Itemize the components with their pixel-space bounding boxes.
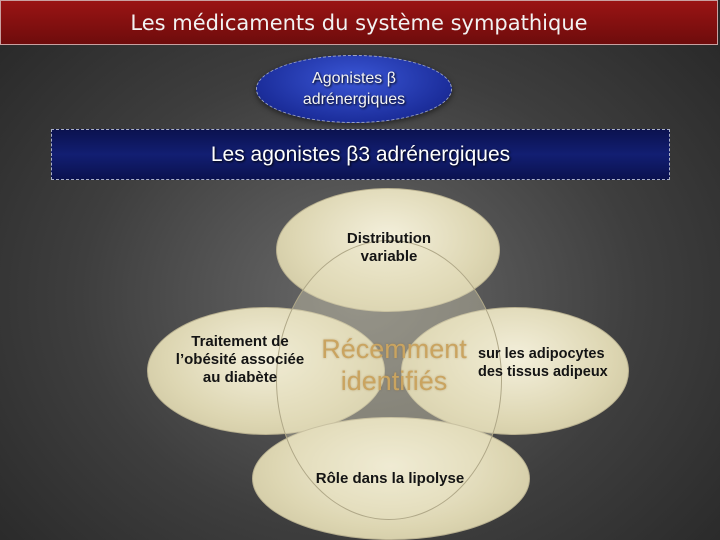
center-word-1: Récemment	[321, 334, 467, 364]
adipocytes-label	[478, 345, 634, 381]
distribution-line-2: variable	[360, 248, 418, 265]
adipocytes-line-1: sur les adipocytes	[478, 346, 605, 362]
treatment-line-1: Traitement de	[191, 333, 289, 350]
category-pill-label	[274, 68, 434, 110]
slide-title: Les médicaments du système sympathique	[130, 10, 588, 35]
adipocytes-line-2: des tissus adipeux	[478, 364, 608, 380]
section-banner-label: Les agonistes β3 adrénergiques	[210, 142, 511, 166]
treatment-line-2: l’obésité associée	[175, 351, 305, 368]
section-banner	[51, 129, 670, 180]
pill-line-2: adrénergiques	[302, 91, 406, 108]
lipolysis-label: Rôle dans la lipolyse	[315, 470, 465, 487]
center-word-2: identifiés	[340, 366, 448, 396]
distribution-label	[314, 230, 464, 266]
category-pill	[256, 55, 452, 123]
pill-line-1: Agonistes β	[312, 70, 396, 87]
title-bar	[0, 0, 718, 45]
treatment-line-3: au diabète	[202, 369, 278, 386]
treatment-label	[150, 333, 330, 387]
distribution-line-1: Distribution	[346, 230, 432, 247]
